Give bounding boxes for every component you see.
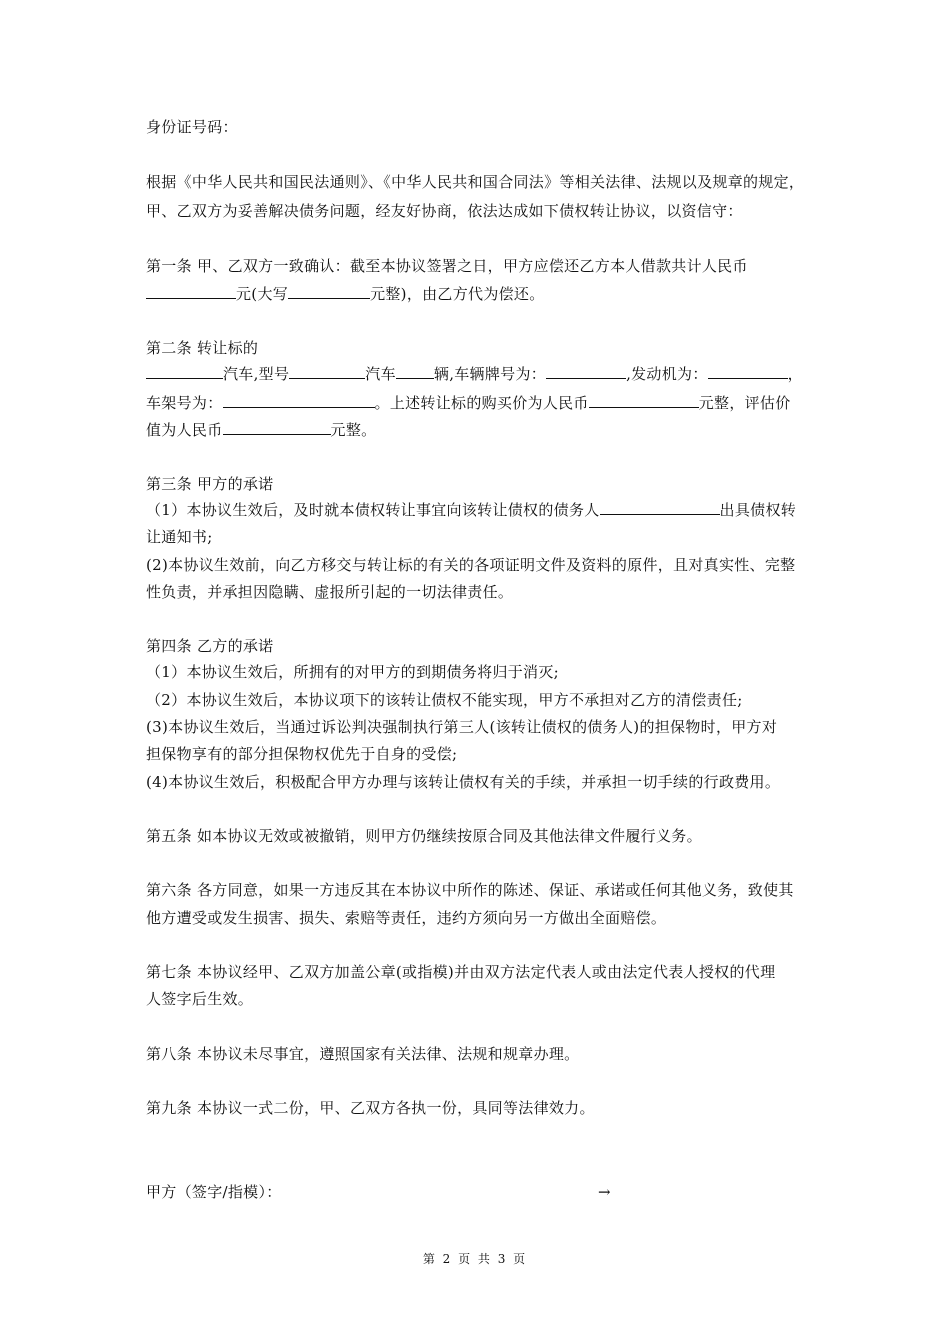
article-7-line-1: 第七条 本协议经甲、乙双方加盖公章(或指模)并由双方法定代表人或由法定代表人授权的代理 bbox=[146, 963, 776, 981]
article-1-text-b: 元整)，由乙方代为偿还。 bbox=[370, 285, 545, 303]
party-a-signature-label: 甲方（签字/指模）： bbox=[146, 1183, 282, 1201]
article-3-title: 第三条 甲方的承诺 bbox=[146, 475, 274, 493]
article-2-text-i: 值为人民币 bbox=[146, 421, 223, 439]
article-6-line-2: 他方遭受或发生损害、损失、索赔等责任，违约方须向另一方做出全面赔偿。 bbox=[146, 909, 667, 927]
article-4-title: 第四条 乙方的承诺 bbox=[146, 637, 274, 655]
page-footer: 第 2 页 共 3 页 bbox=[422, 1252, 528, 1266]
article-9: 第九条 本协议一式二份，甲、乙双方各执一份，具同等法律效力。 bbox=[146, 1099, 595, 1117]
article-3-item-2-line-2: 性负责，并承担因隐瞒、虚报所引起的一切法律责任。 bbox=[146, 583, 514, 601]
article-3-text-a: （1）本协议生效后，及时就本债权转让事宜向该转让债权的债务人 bbox=[146, 501, 600, 519]
blank-count bbox=[396, 364, 434, 379]
article-5: 第五条 如本协议无效或被撤销，则甲方仍继续按原合同及其他法律文件履行义务。 bbox=[146, 827, 702, 845]
blank-amount bbox=[146, 284, 236, 299]
article-3-item-2-line-1: (2)本协议生效前，向乙方移交与转让标的有关的各项证明文件及资料的原件，且对真实性、完整 bbox=[146, 556, 796, 574]
article-3-text-b: 出具债权转 bbox=[719, 501, 797, 519]
article-2-title: 第二条 转让标的 bbox=[146, 339, 259, 357]
blank-amount-words bbox=[288, 284, 370, 299]
blank-valuation bbox=[223, 420, 331, 435]
blank-brand bbox=[146, 364, 223, 379]
blank-engine bbox=[708, 364, 788, 379]
blank-plate bbox=[546, 364, 626, 379]
article-4-item-2: （2）本协议生效后，本协议项下的该转让债权不能实现，甲方不承担对乙方的清偿责任; bbox=[146, 691, 743, 709]
blank-vin bbox=[223, 393, 375, 408]
article-6-line-1: 第六条 各方同意，如果一方违反其在本协议中所作的陈述、保证、承诺或任何其他义务，致使其 bbox=[146, 881, 794, 899]
arrow-mark: → bbox=[598, 1183, 611, 1201]
article-2-line-2 bbox=[146, 393, 791, 413]
blank-debtor bbox=[600, 500, 720, 515]
preamble-line-1: 根据《中华人民共和国民法通则》、《中华人民共和国合同法》等相关法律、法规以及规章的规定， bbox=[146, 173, 805, 191]
article-2-text-a: 汽车,型号 bbox=[223, 365, 290, 383]
article-1-line-2 bbox=[146, 284, 545, 304]
article-2-text-b: 汽车 bbox=[365, 365, 396, 383]
article-2-text-e: ， bbox=[787, 365, 803, 383]
article-4-item-4: (4)本协议生效后，积极配合甲方办理与该转让债权有关的手续，并承担一切手续的行政费用。 bbox=[146, 773, 781, 791]
article-7-line-2: 人签字后生效。 bbox=[146, 990, 254, 1008]
blank-price bbox=[589, 393, 699, 408]
article-3-item-1-line-2: 让通知书; bbox=[146, 528, 213, 546]
article-2-line-1 bbox=[146, 364, 803, 384]
article-3-item-1-line-1 bbox=[146, 500, 796, 520]
article-2-text-g: 。上述转让标的购买价为人民币 bbox=[374, 394, 589, 412]
article-2-text-f: 车架号为： bbox=[146, 394, 223, 412]
article-4-item-3-line-1: (3)本协议生效后，当通过诉讼判决强制执行第三人(该转让债权的债务人)的担保物时，甲方对 bbox=[146, 718, 778, 736]
preamble-line-2: 甲、乙双方为妥善解决债务问题，经友好协商，依法达成如下债权转让协议，以资信守： bbox=[146, 202, 743, 220]
blank-model bbox=[289, 364, 365, 379]
article-2-text-h: 元整，评估价 bbox=[698, 394, 791, 412]
article-1-text-a: 元(大写 bbox=[236, 285, 289, 303]
article-2-line-3 bbox=[146, 420, 376, 440]
article-2-text-d: ,发动机为： bbox=[626, 365, 708, 383]
article-1-line-1: 第一条 甲、乙双方一致确认：截至本协议签署之日，甲方应偿还乙方本人借款共计人民币 bbox=[146, 257, 748, 275]
article-2-text-j: 元整。 bbox=[330, 421, 377, 439]
id-number-label: 身份证号码： bbox=[146, 118, 238, 136]
article-4-item-3-line-2: 担保物享有的部分担保物权优先于自身的受偿; bbox=[146, 745, 458, 763]
article-4-item-1: （1）本协议生效后，所拥有的对甲方的到期债务将归于消灭; bbox=[146, 663, 559, 681]
article-2-text-c: 辆,车辆牌号为： bbox=[433, 365, 547, 383]
article-8: 第八条 本协议未尽事宜，遵照国家有关法律、法规和规章办理。 bbox=[146, 1045, 580, 1063]
